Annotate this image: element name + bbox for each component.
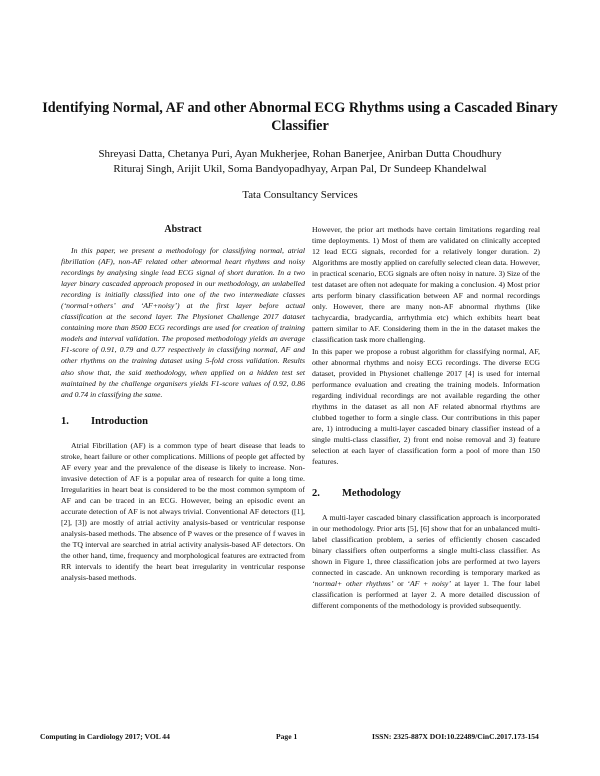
class-term-af-noisy: ‘AF + noisy’ — [407, 579, 451, 589]
section-number: 1. — [61, 415, 69, 427]
section-number: 2. — [312, 488, 320, 500]
methodology-heading — [312, 487, 540, 500]
methodology-text-end: at layer 1. The four label classification is performed at layer 2. A more detailed discussion of different components of the methodology is provided subsequently. — [312, 579, 541, 611]
introduction-section — [61, 415, 305, 584]
abstract-text: In this paper, we present a methodology for classifying normal, atrial fibrillation (AF), non-AF related other abnormal heart rhythms and noisy recordings by analysing single lead ECG signal of short duration. In a two layer binary cascaded approach proposed in our methodology, an unlabelled recording is initially classified into one of the two intermediate classes (‘normal+others’ and ‘AF+noisy’) at the first layer before actual classification at the second layer. The Physionet Challenge 2017 dataset containing more than 8500 ECG recordings are used for creation of training models and interval validation. The proposed methodology yields an average F1-score of 0.91, 0.79 and 0.77 respectively in classifying normal, AF and other rhythms on the training dataset using 5-fold cross validation. Results also show that, the said methodology, when applied on a hidden test set maintained by the challenge organisers yields F1-score values of 0.92, 0.86 and 0.74 in classifying the same. — [61, 246, 305, 399]
methodology-paragraph — [312, 512, 540, 611]
footer-issn-doi: ISSN: 2325-887X DOI:10.22489/CinC.2017.173-154 — [372, 732, 539, 741]
left-column — [61, 224, 305, 583]
author-list — [40, 147, 560, 176]
affiliation: Tata Consultancy Services — [242, 189, 358, 201]
class-term-normal-others: ‘normal+ other rhythms’ — [312, 579, 394, 589]
introduction-paragraph: Atrial Fibrillation (AF) is a common type of heart disease that leads to stroke, heart failure or other complications. Millions of people get affected by AF every year and the prevalence of the disease is likely to increase. Non-invasive detection of AF is a popular area of research for quite a long time. Irregularities in heart beat is considered to be the most common symptom of AF and can be traced in an ECG. However, being an episodic event an accurate detection of AF is not always trivial. Conventional AF detectors ([1], [2], [3]) are mostly of atrial activity analysis-based or ventricular response analysis-based methods. The absence of P waves or the presence of f waves in the TQ interval are searched in atrial activity analysis-based AF detectors. On the other hand, time, frequency and morphological features are extracted from RR intervals to identify the heart beat irregularity in ventricular response analysis-based methods. — [61, 440, 305, 583]
section-title: Introduction — [91, 415, 148, 427]
methodology-text-start: A multi-layer cascaded binary classification approach is incorporated in our methodology. Prior arts [5], [6] show that for an unbalanced multi-label classification problem, a series of efficiently chosen cascaded binary classifiers often outperforms a single multi-class classifier. As shown in Figure 1, three classification jobs are performed at two layers connected in cascade. An unknown recording is temporary marked as — [312, 513, 540, 578]
author-line-2: Rituraj Singh, Arijit Ukil, Soma Bandyopadhyay, Arpan Pal, Dr Sundeep Khandelwal — [113, 162, 487, 175]
abstract-heading: Abstract — [164, 224, 202, 235]
author-line-1: Shreyasi Datta, Chetanya Puri, Ayan Mukherjee, Rohan Banerjee, Anirban Dutta Choudhury — [98, 148, 502, 160]
methodology-section — [312, 487, 540, 611]
right-column — [312, 224, 540, 611]
footer-journal: Computing in Cardiology 2017; VOL 44 — [40, 732, 170, 741]
footer-page-number: Page 1 — [276, 732, 298, 741]
methodology-text-or: or — [393, 579, 408, 589]
section-title: Methodology — [342, 488, 401, 500]
abstract-section — [61, 224, 305, 400]
introduction-heading — [61, 415, 305, 428]
limitations-paragraph: However, the prior art methods have certain limitations regarding real time deployments. 1) Most of them are validated on clinically accepted 12 lead ECG signals, recorded for a relatively longer duration. 2) Algorithms are mostly applied on carefully selected clean data. However, in practical scenario, ECG signals are often noisy in nature. 3) Size of the test dataset are often not adequate for making a conclusion. 4) Most prior arts perform binary classification between AF and normal recordings only. However, there are many non-AF abnormal rhythms (like tachycardia, bradycardia, arrhythmia etc) which exhibits heart beat pattern similar to AF. Considering them in the in the dataset makes the classification task more challenging. — [312, 225, 540, 345]
contributions-paragraph: In this paper we propose a robust algorithm for classifying normal, AF, other abnormal rhythms and noisy ECG recordings. The diverse ECG dataset, provided in Physionet challenge 2017 [4] is used for internal performance evaluation and creating the training models. Information regarding individual recordings are not available regarding the other rhythms in the dataset as all non AF related abnormal rhythms are clubbed together to form a single class. Our contributions in this paper are, 1) introducing a multi-layer cascaded binary classifier instead of a single multi-class classifier, 2) front end noise removal and 3) feature selection at each layer of classification form a pool of more than 150 features. — [312, 346, 540, 466]
paper-title: Identifying Normal, AF and other Abnormal ECG Rhythms using a Cascaded Binary Classifier — [42, 100, 558, 134]
